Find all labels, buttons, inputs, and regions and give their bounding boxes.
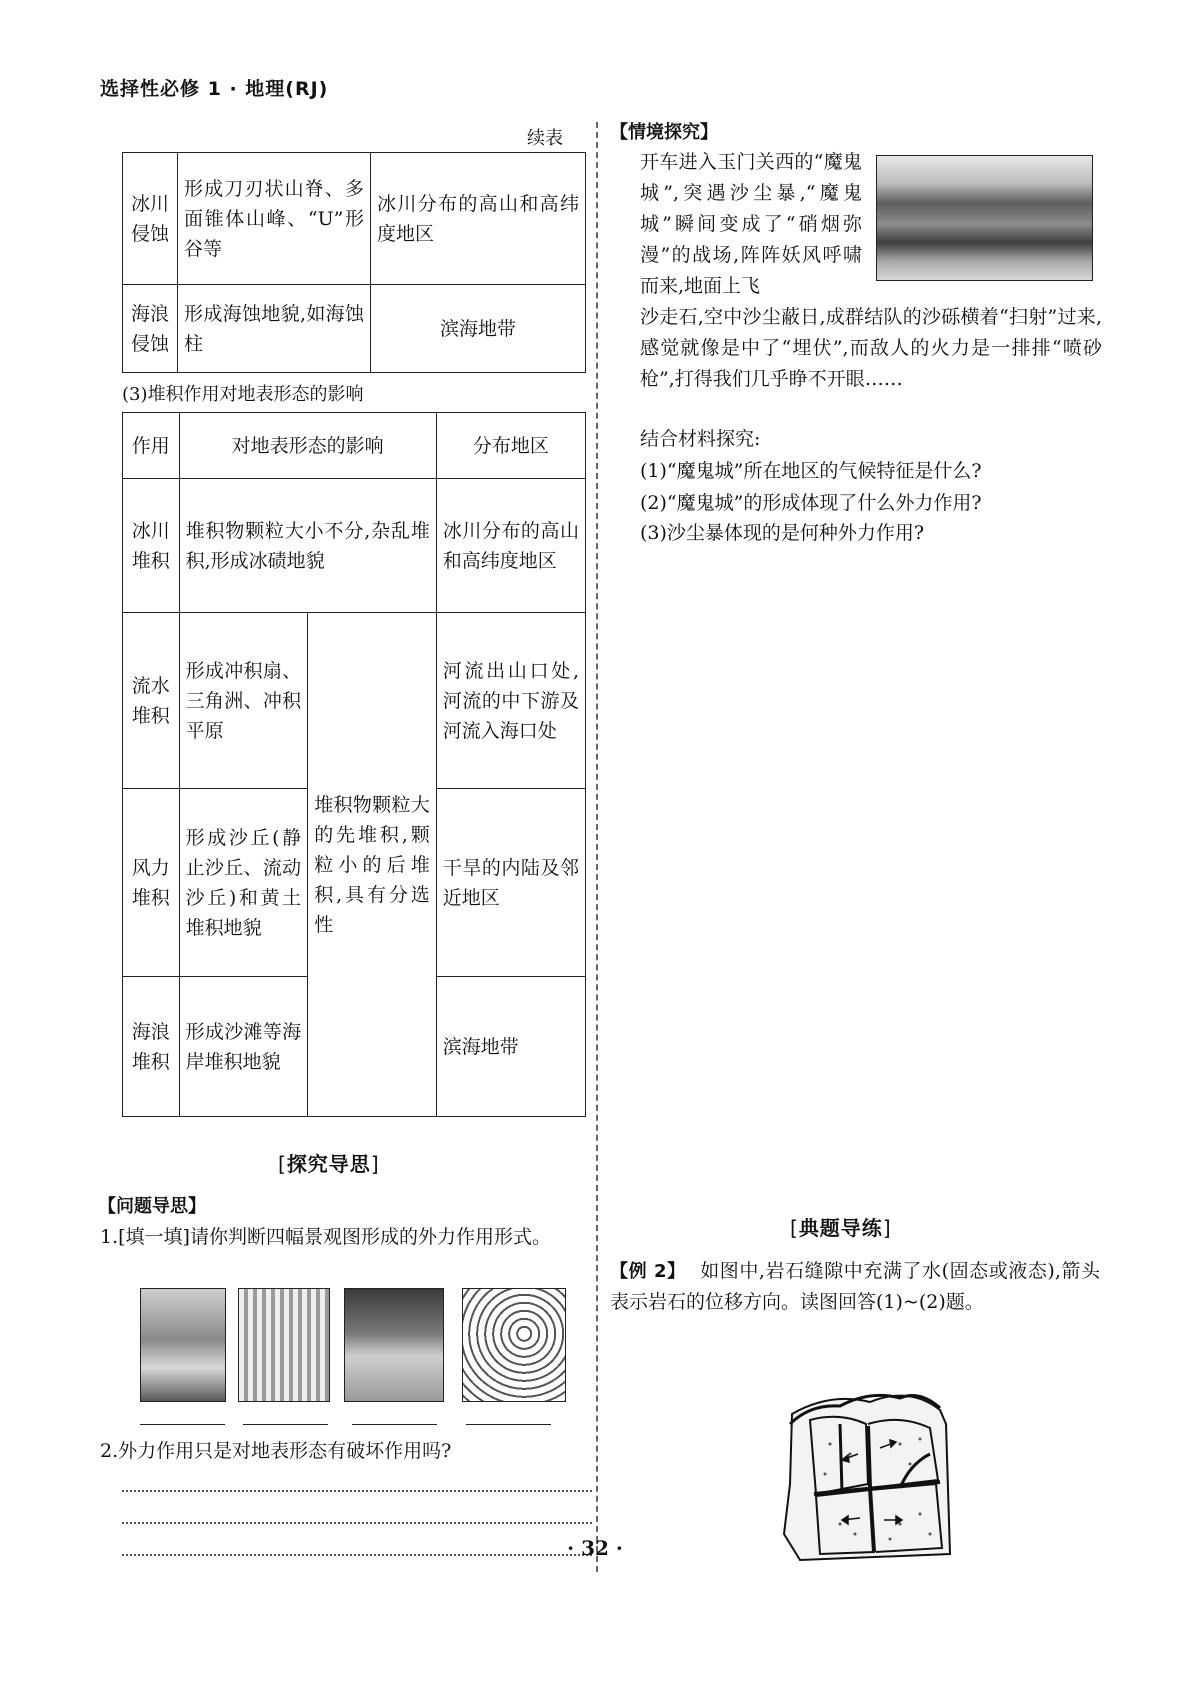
page-number: · 32 ·	[567, 1536, 623, 1560]
erosion-table	[122, 152, 586, 373]
column-divider	[596, 122, 598, 1572]
cell-action: 风力堆积	[123, 789, 180, 977]
example-block	[610, 1256, 1100, 1318]
cell-effect: 堆积物颗粒大小不分,杂乱堆积,形成冰碛地貌	[179, 479, 436, 613]
example-text: 如图中,岩石缝隙中充满了水(固态或液态),箭头表示岩石的位移方向。读图回答(1)~(2)题。	[610, 1260, 1101, 1313]
explore-question-1: (1)“魔鬼城”所在地区的气候特征是什么?	[640, 460, 982, 482]
section-title-practice: [典题导练]	[790, 1216, 892, 1240]
continued-label: 续表	[527, 128, 563, 149]
page-header: 选择性必修 1 · 地理(RJ)	[100, 78, 329, 100]
example-label: 【例 2】	[610, 1261, 686, 1282]
table2-caption: (3)堆积作用对地表形态的影响	[122, 384, 364, 405]
devil-city-photo	[876, 155, 1093, 281]
cell-effect: 形成冲积扇、三角洲、冲积平原	[179, 613, 308, 789]
landscape-photo-glacier	[140, 1288, 226, 1402]
cell-effect: 形成刀刃状山脊、多面锥体山峰、“U”形谷等	[178, 153, 371, 285]
landscape-photo-delta	[462, 1288, 566, 1402]
answer-line[interactable]	[140, 1424, 225, 1425]
cell-action: 海浪侵蚀	[123, 285, 178, 373]
section-title-explore: [探究导思]	[278, 1152, 380, 1176]
header-action: 作用	[123, 413, 180, 479]
header-region: 分布地区	[436, 413, 585, 479]
cell-region: 冰川分布的高山和高纬度地区	[436, 479, 585, 613]
context-label: 【情境探究】	[610, 122, 718, 143]
cell-action: 海浪堆积	[123, 977, 180, 1117]
context-text: 开车进入玉门关西的“魔鬼城”,突遇沙尘暴,“魔鬼城”瞬间变成了“硝烟弥漫”的战场,阵阵妖风呼啸而来,地面上飞	[640, 151, 862, 297]
landscape-photo-dunes	[344, 1288, 444, 1402]
cell-region: 河流出山口处,河流的中下游及河流入海口处	[436, 613, 585, 789]
answer-line[interactable]	[466, 1424, 551, 1425]
context-text-wrap-top	[640, 147, 862, 302]
context-text-rest: 沙走石,空中沙尘蔽日,成群结队的沙砾横着“扫射”过来,感觉就像是中了“埋伏”,而敌人的火力是一排排“喷砂枪”,打得我们几乎睁不开眼……	[640, 306, 1102, 390]
cell-shared-effect: 堆积物颗粒大的先堆积,颗粒小的后堆积,具有分选性	[308, 613, 437, 1117]
landscape-photo-waterfall	[238, 1288, 330, 1402]
cell-region: 干旱的内陆及邻近地区	[436, 789, 585, 977]
guide-label: 【问题导思】	[98, 1196, 206, 1217]
question-2: 2.外力作用只是对地表形态有破坏作用吗?	[100, 1440, 452, 1462]
deposition-table	[122, 412, 586, 1117]
explore-question-2: (2)“魔鬼城”的形成体现了什么外力作用?	[640, 492, 982, 514]
cell-region: 滨海地带	[436, 977, 585, 1117]
cell-region: 冰川分布的高山和高纬度地区	[371, 153, 586, 285]
answer-line[interactable]	[352, 1424, 437, 1425]
question-1: 1.[填一填]请你判断四幅景观图形成的外力作用形式。	[100, 1226, 551, 1248]
section-title-text: 探究导思	[286, 1152, 371, 1176]
explore-label: 结合材料探究:	[640, 428, 761, 450]
answer-line[interactable]	[243, 1424, 328, 1425]
answer-dotted-line[interactable]	[122, 1522, 592, 1524]
cell-effect: 形成海蚀地貌,如海蚀柱	[178, 285, 371, 373]
cell-effect: 形成沙丘(静止沙丘、流动沙丘)和黄土堆积地貌	[179, 789, 308, 977]
cell-effect: 形成沙滩等海岸堆积地貌	[179, 977, 308, 1117]
cell-region: 滨海地带	[371, 285, 586, 373]
cell-action: 冰川侵蚀	[123, 153, 178, 285]
cell-action: 流水堆积	[123, 613, 180, 789]
answer-dotted-line[interactable]	[122, 1490, 592, 1492]
section-title-text: 典题导练	[798, 1216, 883, 1240]
explore-question-3: (3)沙尘暴体现的是何种外力作用?	[640, 522, 925, 544]
cell-action: 冰川堆积	[123, 479, 180, 613]
header-effect: 对地表形态的影响	[179, 413, 436, 479]
context-text-continued	[640, 302, 1102, 426]
